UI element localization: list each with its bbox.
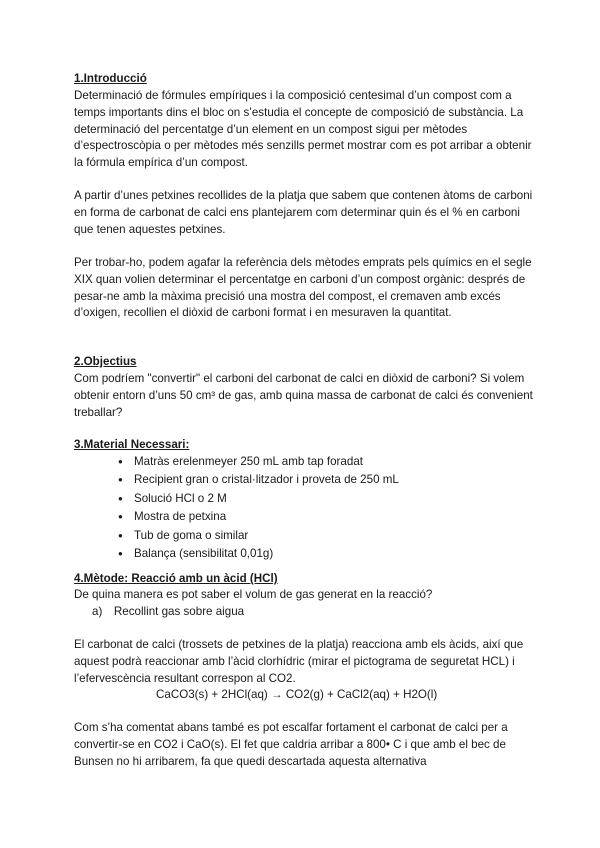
material-heading: 3.Material Necessari: xyxy=(74,438,190,451)
intro-paragraph-1: Determinació de fórmules empíriques i la composició centesimal d’un compost com a temps importants dins el bloc on s’estudia el concepte de composició de substància. La determinació del percentatge d’un element en un compost sigui per mètodes d’espectroscòpia o per mètodes més senzills permet mostrar com es pot arribar a obtenir la fórmula empírica d’un compost. xyxy=(74,89,532,170)
list-item: ● Balança (sensibilitat 0,01g) xyxy=(118,545,518,563)
metode-paragraph-2: Com s’ha comentat abans també es pot escalfar fortament el carbonat de calci per a convertir-se en CO2 i CaO(s). El fet que caldria arribar a 800• C i que amb el bec de Bunsen no hi arribarem, fa que quedi descartada aquesta alternativa xyxy=(74,721,508,768)
list-item: ● Recipient gran o cristal·litzador i proveta de 250 mL xyxy=(118,471,518,489)
intro-paragraph-3: Per trobar-ho, podem agafar la referència dels mètodes emprats pels químics en el segle XIX quan volien determinar el percentatge en carboni d’un compost orgànic: després de pesar-ne amb la màxima precisió una mostra del compost, el cremaven amb excés d’oxigen, recollien el diòxid de carboni format i en mesuraven la quantitat. xyxy=(74,256,532,320)
metode-option-a: a) Recollint gas sobre aigua xyxy=(92,605,245,618)
material-list xyxy=(118,453,518,563)
list-item: ● Matràs erelenmeyer 250 mL amb tap foradat xyxy=(118,453,518,471)
list-item: ● Mostra de petxina xyxy=(118,508,518,526)
intro-paragraph-2: A partir d’unes petxines recollides de la platja que sabem que contenen àtoms de carboni en forma de carbonat de calci ens plantejarem com determinar quin és el % en carboni que tenen aquestes petxines. xyxy=(74,189,533,236)
list-item: ● Tub de goma o similar xyxy=(118,527,518,545)
metode-question: De quina manera es pot saber el volum de gas generat en la reacció? xyxy=(74,588,433,601)
objectius-paragraph: Com podríem "convertir" el carboni del carbonat de calci en diòxid de carboni? Si volem obtenir entorn d’uns 50 cm³ de gas, amb quina massa de carbonat de calci és convenient treballar? xyxy=(74,372,533,419)
reaction-equation: CaCO3(s) + 2HCl(aq) → CO2(g) + CaCl2(aq) + H2O(l) xyxy=(156,688,438,701)
objectius-heading: 2.Objectius xyxy=(74,355,137,368)
metode-paragraph-1: El carbonat de calci (trossets de petxines de la platja) reacciona amb els àcids, així que aquest podrà reaccionar amb l’àcid clorhídric (mirar el pictograma de seguretat HCL) i l’efervescència resultant correspon al CO2. xyxy=(74,638,524,685)
metode-heading: 4.Mètode: Reacció amb un àcid (HCl) xyxy=(74,572,278,585)
list-item: ● Solució HCl o 2 M xyxy=(118,490,518,508)
intro-heading: 1.Introducció xyxy=(74,72,147,85)
